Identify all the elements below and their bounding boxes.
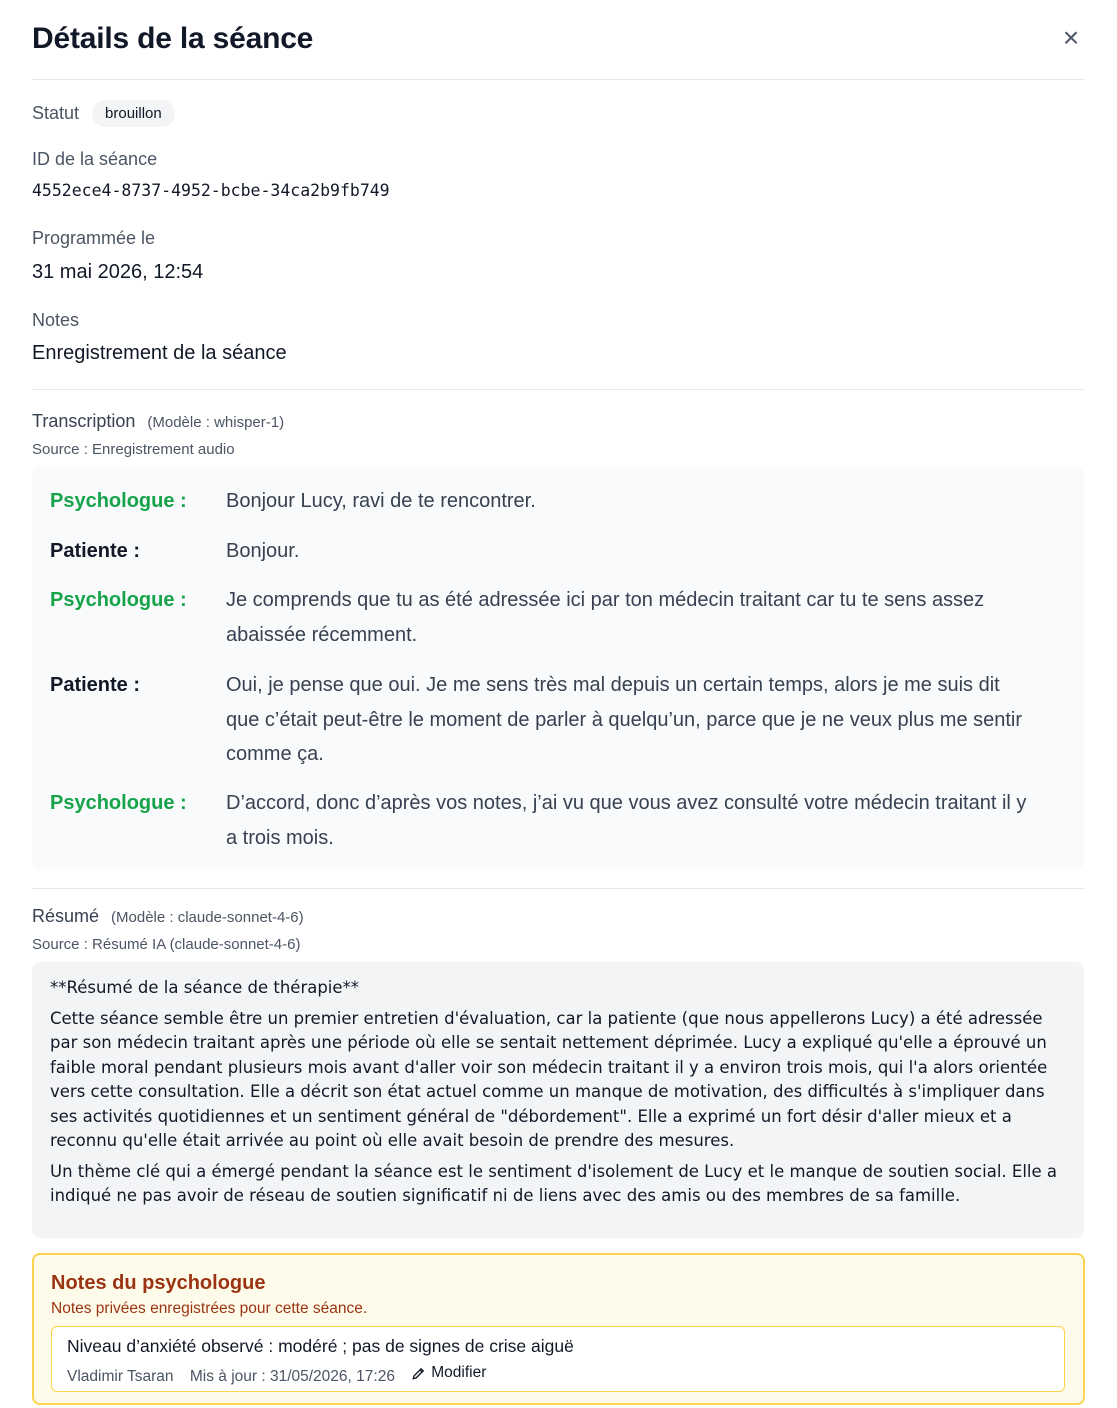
status-badge: brouillon [92, 100, 175, 127]
close-icon[interactable]: × [1062, 22, 1080, 53]
utterance-text: Bonjour. [226, 540, 300, 562]
speaker-label: Patiente : [50, 674, 141, 696]
utterance-text: Bonjour Lucy, ravi de te rencontrer. [226, 490, 536, 512]
session-id-label: ID de la séance [32, 149, 158, 169]
speaker-label: Psychologue : [50, 589, 187, 611]
divider [32, 389, 1085, 390]
status-row [32, 100, 175, 127]
divider [32, 888, 1085, 889]
psychologist-notes-title: Notes du psychologue [51, 1272, 266, 1294]
summary-source: Source : Résumé IA (claude-sonnet-4-6) [32, 936, 301, 953]
pencil-icon [411, 1366, 426, 1381]
note-author: Vladimir Tsaran [67, 1367, 174, 1385]
transcription-source: Source : Enregistrement audio [32, 441, 235, 458]
notes-value: Enregistrement de la séance [32, 342, 287, 364]
modal-title: Détails de la séance [32, 22, 314, 55]
edit-note-label: Modifier [431, 1364, 487, 1381]
psychologist-notes-panel [32, 1253, 1085, 1405]
edit-note-button[interactable] [411, 1364, 498, 1382]
note-updated: Mis à jour : 31/05/2026, 17:26 [189, 1367, 395, 1385]
utterance-text: D’accord, donc d’après vos notes, j’ai vu que vous avez consulté votre médecin traitant il y a trois mois. [226, 792, 1027, 849]
summary-panel [32, 962, 1084, 1238]
utterance-text: Oui, je pense que oui. Je me sens très mal depuis un certain temps, alors je me suis dit que c’était peut-être le moment de parler à quelqu’un, parce que je ne veux plus me sentir comme ça. [226, 674, 1023, 765]
summary-title: Résumé [32, 906, 100, 926]
notes-label: Notes [32, 310, 80, 330]
summary-header [32, 906, 304, 927]
speaker-label: Patiente : [50, 540, 141, 562]
psychologist-notes-subtitle: Notes privées enregistrées pour cette séance. [51, 1300, 368, 1317]
note-card [51, 1326, 1065, 1392]
speaker-label: Psychologue : [50, 490, 187, 512]
summary-model: (Modèle : claude-sonnet-4-6) [111, 909, 304, 926]
modal-header [32, 0, 1085, 80]
transcription-header [32, 411, 284, 432]
note-meta [67, 1364, 510, 1386]
transcript-panel [32, 467, 1084, 869]
session-id-value: 4552ece4-8737-4952-bcbe-34ca2b9fb749 [32, 181, 390, 200]
scheduled-label: Programmée le [32, 228, 156, 248]
note-text: Niveau d’anxiété observé : modéré ; pas de signes de crise aiguë [67, 1336, 574, 1356]
summary-heading: **Résumé de la séance de thérapie** [50, 978, 360, 997]
transcription-title: Transcription [32, 411, 136, 431]
utterance-text: Je comprends que tu as été adressée ici par ton médecin traitant car tu te sens assez abaissée récemment. [226, 589, 985, 646]
transcription-model: (Modèle : whisper-1) [147, 414, 285, 431]
speaker-label: Psychologue : [50, 792, 187, 814]
scheduled-value: 31 mai 2026, 12:54 [32, 261, 204, 283]
summary-paragraph: Un thème clé qui a émergé pendant la séance est le sentiment d'isolement de Lucy et le manque de soutien social. Elle a indiqué ne pas avoir de réseau de soutien significatif ni de liens avec des amis ou des membres de sa famille. [50, 1161, 1057, 1205]
status-label: Statut [32, 103, 80, 123]
summary-paragraph: Cette séance semble être un premier entretien d'évaluation, car la patiente (que nous appellerons Lucy) a été adressée par son médecin traitant après une période où elle se sentait nettement déprimée. Lucy a expliqué qu'elle a éprouvé un faible moral pendant plusieurs mois avant d'aller voir son médecin traitant il y a environ trois mois, qui l'a alors orientée vers cette consultation. Elle a décrit son état actuel comme un manque de motivation, des difficultés à s'impliquer dans ses activités quotidiennes et un sentiment général de "débordement". Elle a exprimé un fort désir d'aller mieux et a reconnu qu'elle était arrivée au point où elle avait besoin de prendre des mesures. [50, 1008, 1048, 1150]
